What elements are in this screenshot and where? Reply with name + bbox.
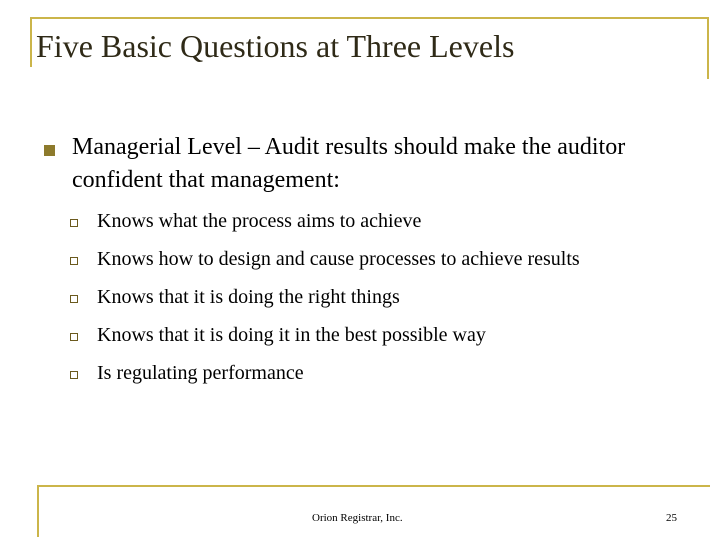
list-item-text: Knows what the process aims to achieve: [97, 210, 422, 232]
hollow-square-icon: [70, 219, 78, 227]
list-item-text: Knows how to design and cause processes to achieve results: [97, 248, 580, 270]
list-item-text: Is regulating performance: [97, 362, 304, 384]
list-item: [70, 246, 670, 272]
sub-bullet-list: [70, 208, 670, 398]
list-item: [70, 208, 670, 234]
hollow-square-icon: [70, 371, 78, 379]
footer-organization: Orion Registrar, Inc.: [312, 512, 403, 524]
frame-right-rule: [707, 17, 709, 79]
filled-square-icon: [44, 145, 55, 156]
list-item-text: Knows that it is doing the right things: [97, 286, 400, 308]
frame-left-rule: [30, 17, 32, 67]
slide-title: Five Basic Questions at Three Levels: [36, 28, 515, 64]
list-item: [70, 360, 670, 386]
hollow-square-icon: [70, 333, 78, 341]
frame-bottom-rule: [37, 485, 710, 487]
frame-top-rule: [30, 17, 709, 19]
list-item: [70, 322, 670, 348]
hollow-square-icon: [70, 257, 78, 265]
hollow-square-icon: [70, 295, 78, 303]
list-item-text: Knows that it is doing it in the best possible way: [97, 324, 486, 346]
list-item: [70, 284, 670, 310]
main-bullet-text: Managerial Level – Audit results should make the auditor confident that management:: [72, 134, 626, 193]
page-number: 25: [666, 512, 677, 524]
frame-bottom-left-rule: [37, 485, 39, 537]
